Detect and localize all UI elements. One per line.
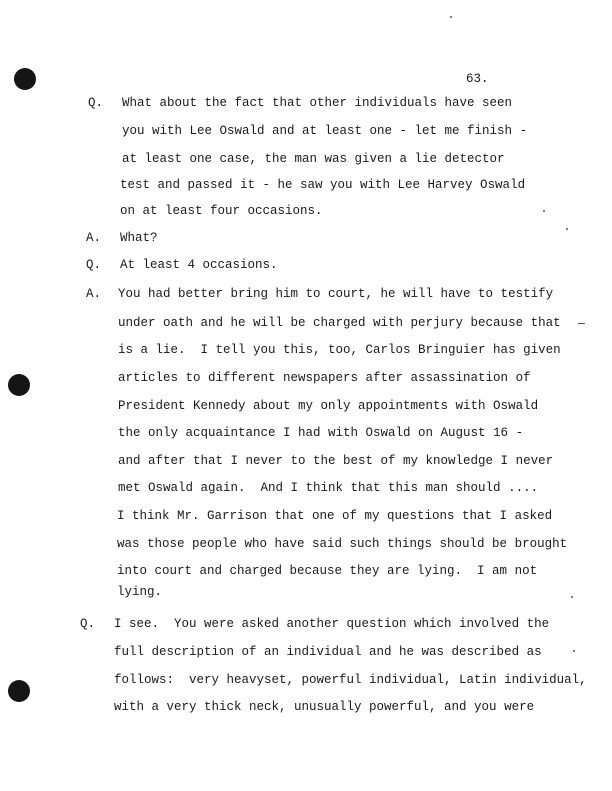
transcript-line: at least one case, the man was given a lie detector — [122, 152, 505, 166]
transcript-line: I see. You were asked another question which involved the — [114, 617, 550, 631]
transcript-line: on at least four occasions. — [120, 204, 323, 218]
transcript-line: and after that I never to the best of my knowledge I never — [118, 454, 554, 468]
speaker-label: A. — [86, 287, 102, 301]
transcript-line: I think Mr. Garrison that one of my questions that I asked — [117, 509, 553, 523]
scan-speck — [578, 323, 585, 324]
transcript-line: into court and charged because they are lying. I am not — [117, 564, 538, 578]
transcript-line: under oath and he will be charged with perjury because that — [118, 316, 561, 330]
transcript-line: At least 4 occasions. — [120, 258, 278, 272]
transcript-line: What? — [120, 231, 158, 245]
binder-hole-middle — [8, 374, 30, 396]
speaker-label: A. — [86, 231, 102, 245]
transcript-line: with a very thick neck, unusually powerful, and you were — [114, 700, 535, 714]
scan-speck — [543, 210, 545, 212]
speaker-label: Q. — [86, 258, 102, 272]
transcript-line: lying. — [117, 585, 163, 599]
transcript-line: follows: very heavyset, powerful individual, Latin individual, — [114, 673, 587, 687]
transcript-line: met Oswald again. And I think that this man should .... — [118, 481, 539, 495]
transcript-line: full description of an individual and he was described as — [114, 645, 542, 659]
scan-speck — [571, 596, 573, 598]
speaker-label: Q. — [88, 96, 104, 110]
scan-speck — [450, 16, 452, 18]
scan-speck — [566, 228, 568, 230]
transcript-line: you with Lee Oswald and at least one - let me finish - — [122, 124, 528, 138]
transcript-line: was those people who have said such things should be brought — [117, 537, 568, 551]
transcript-line: test and passed it - he saw you with Lee Harvey Oswald — [120, 178, 526, 192]
transcript-line: What about the fact that other individuals have seen — [122, 96, 513, 110]
transcript-line: President Kennedy about my only appointments with Oswald — [118, 399, 539, 413]
speaker-label: Q. — [80, 617, 96, 631]
page-number: 63. — [466, 72, 489, 86]
binder-hole-bottom — [8, 680, 30, 702]
scan-speck — [573, 650, 575, 652]
transcript-line: the only acquaintance I had with Oswald on August 16 - — [118, 426, 524, 440]
transcript-line: You had better bring him to court, he will have to testify — [118, 287, 554, 301]
transcript-line: articles to different newspapers after assassination of — [118, 371, 531, 385]
binder-hole-top — [14, 68, 36, 90]
transcript-line: is a lie. I tell you this, too, Carlos Bringuier has given — [118, 343, 561, 357]
